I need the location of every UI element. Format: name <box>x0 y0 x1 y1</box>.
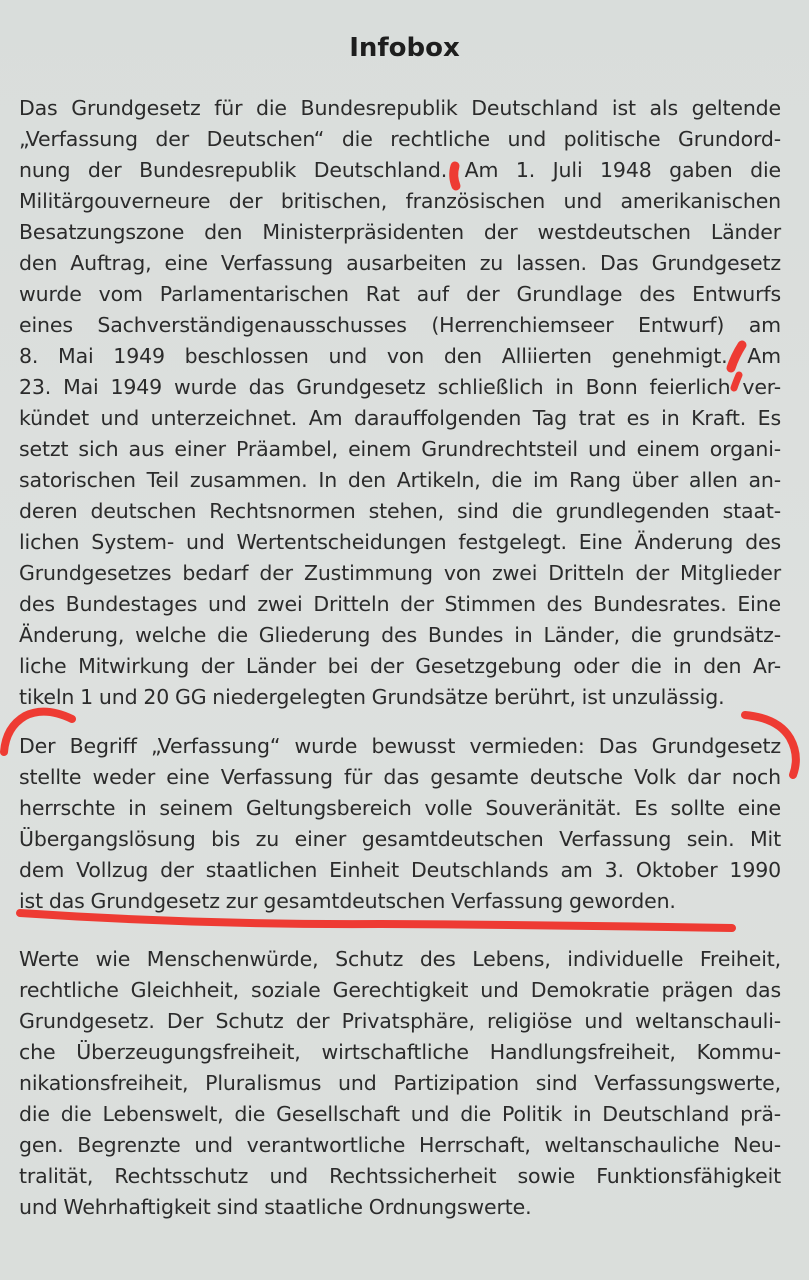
text-line: den Auftrag, eine Verfassung ausarbeiten zu lassen. Das Grundgesetz <box>19 251 781 275</box>
text-line: Militärgouverneure der britischen, französischen und amerikanischen <box>19 189 781 213</box>
text-line: lichen System- und Wertentscheidungen festgelegt. Eine Änderung des <box>19 530 781 554</box>
text-line: tikeln 1 und 20 GG niedergelegten Grundsätze berührt, ist unzulässig. <box>19 685 725 709</box>
text-line: Änderung, welche die Gliederung des Bundes in Länder, die grundsätz- <box>19 623 781 647</box>
text-line: und Wehrhaftigkeit sind staatliche Ordnungswerte. <box>19 1195 532 1219</box>
paragraph-3 <box>19 944 781 1223</box>
text-line: Das Grundgesetz für die Bundesrepublik Deutschland ist als geltende <box>19 96 781 120</box>
text-line: wurde vom Parlamentarischen Rat auf der Grundlage des Entwurfs <box>19 282 781 306</box>
text-line: herrschte in seinem Geltungsbereich volle Souveränität. Es sollte eine <box>19 796 781 820</box>
text-line: des Bundestages und zwei Dritteln der Stimmen des Bundesrates. Eine <box>19 592 781 616</box>
text-line: dem Vollzug der staatlichen Einheit Deutschlands am 3. Oktober 1990 <box>19 858 781 882</box>
text-line: rechtliche Gleichheit, soziale Gerechtigkeit und Demokratie prägen das <box>19 978 781 1002</box>
text-line: 8. Mai 1949 beschlossen und von den Alliierten genehmigt. Am <box>19 344 781 368</box>
text-line: Übergangslösung bis zu einer gesamtdeutschen Verfassung sein. Mit <box>19 827 781 851</box>
text-line: die die Lebenswelt, die Gesellschaft und die Politik in Deutschland prä- <box>19 1102 781 1126</box>
text-line: nikationsfreiheit, Pluralismus und Partizipation sind Verfassungswerte, <box>19 1071 781 1095</box>
text-line: nung der Bundesrepublik Deutschland. Am 1. Juli 1948 gaben die <box>19 158 781 182</box>
text-line: tralität, Rechtsschutz und Rechtssicherheit sowie Funktionsfähigkeit <box>19 1164 781 1188</box>
text-line: Der Begriff „Verfassung“ wurde bewusst vermieden: Das Grundgesetz <box>19 734 781 758</box>
text-line: setzt sich aus einer Präambel, einem Grundrechtsteil und einem organi- <box>19 437 781 461</box>
text-line: satorischen Teil zusammen. In den Artikeln, die im Rang über allen an- <box>19 468 781 492</box>
text-line: Werte wie Menschenwürde, Schutz des Lebens, individuelle Freiheit, <box>19 947 781 971</box>
paragraph-1 <box>19 93 781 713</box>
text-line: Grundgesetzes bedarf der Zustimmung von zwei Dritteln der Mitglieder <box>19 561 781 585</box>
paragraph-2 <box>19 731 781 917</box>
text-line: gen. Begrenzte und verantwortliche Herrschaft, weltanschauliche Neu- <box>19 1133 781 1157</box>
text-line: liche Mitwirkung der Länder bei der Gesetzgebung oder die in den Ar- <box>19 654 781 678</box>
text-line: eines Sachverständigenausschusses (Herrenchiemseer Entwurf) am <box>19 313 781 337</box>
text-line: Besatzungszone den Ministerpräsidenten der westdeutschen Länder <box>19 220 781 244</box>
text-line: kündet und unterzeichnet. Am darauffolgenden Tag trat es in Kraft. Es <box>19 406 781 430</box>
infobox-title: Infobox <box>349 33 460 63</box>
text-line: 23. Mai 1949 wurde das Grundgesetz schließlich in Bonn feierlich ver- <box>19 375 781 399</box>
text-line: Grundgesetz. Der Schutz der Privatsphäre, religiöse und weltanschauli- <box>19 1009 781 1033</box>
text-line: „Verfassung der Deutschen“ die rechtliche und politische Grundord- <box>19 127 781 151</box>
text-line: deren deutschen Rechtsnormen stehen, sind die grundlegenden staat- <box>19 499 781 523</box>
text-line: che Überzeugungsfreiheit, wirtschaftliche Handlungsfreiheit, Kommu- <box>19 1040 781 1064</box>
text-line: stellte weder eine Verfassung für das gesamte deutsche Volk dar noch <box>19 765 781 789</box>
text-line: ist das Grundgesetz zur gesamtdeutschen Verfassung geworden. <box>19 889 676 913</box>
